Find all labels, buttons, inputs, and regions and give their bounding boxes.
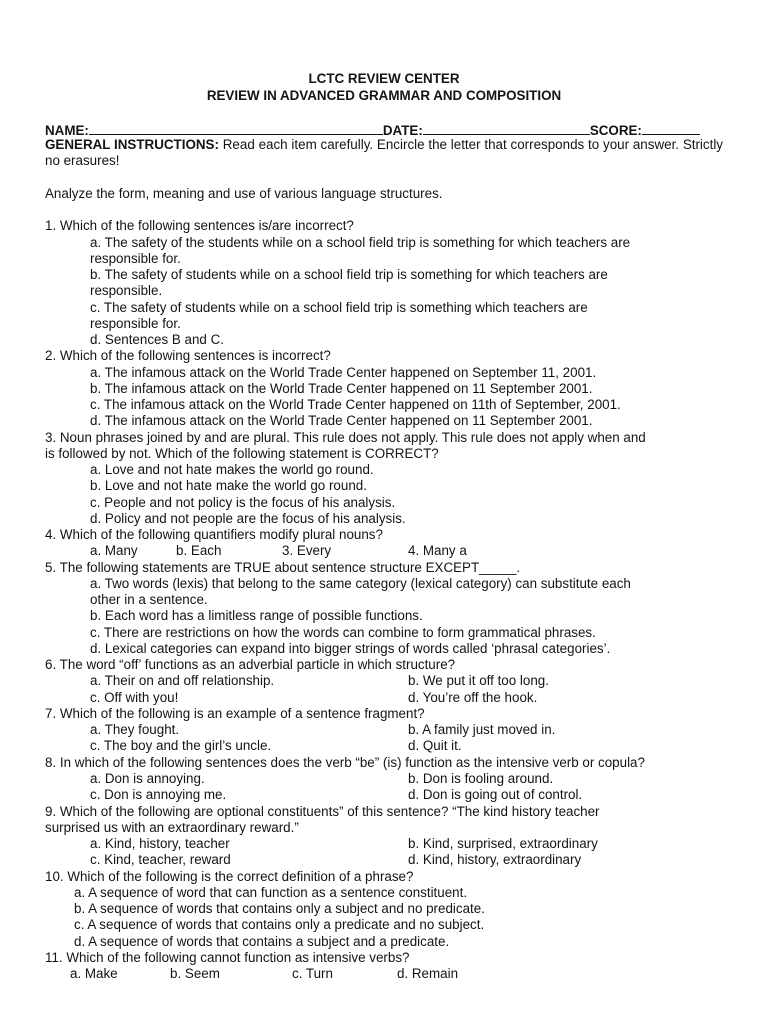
question-7: 7. Which of the following is an example of a sentence fragment? bbox=[45, 706, 425, 721]
q7-option-d[interactable]: d. Quit it. bbox=[408, 738, 462, 753]
q7-option-b[interactable]: b. A family just moved in. bbox=[408, 722, 556, 737]
q10-option-d[interactable]: d. A sequence of words that contains a subject and a predicate. bbox=[74, 934, 450, 949]
q9-option-b[interactable]: b. Kind, surprised, extraordinary bbox=[408, 836, 598, 851]
q1-option-b-cont: responsible. bbox=[90, 283, 163, 298]
question-2: 2. Which of the following sentences is incorrect? bbox=[45, 348, 331, 363]
score-label: SCORE: bbox=[589, 123, 642, 138]
q8-option-a[interactable]: a. Don is annoying. bbox=[90, 771, 205, 786]
q9-option-d[interactable]: d. Kind, history, extraordinary bbox=[408, 852, 582, 867]
q4-option-a[interactable]: a. Many bbox=[90, 543, 138, 558]
q11-option-a[interactable]: a. Make bbox=[70, 966, 118, 981]
name-blank[interactable] bbox=[89, 121, 383, 135]
question-3-cont: is followed by not. Which of the following statement is CORRECT? bbox=[45, 446, 439, 461]
q10-option-b[interactable]: b. A sequence of words that contains only a subject and no predicate. bbox=[74, 901, 485, 916]
q3-option-c[interactable]: c. People and not policy is the focus of his analysis. bbox=[90, 495, 396, 510]
q2-option-b[interactable]: b. The infamous attack on the World Trade Center happened on 11 September 2001. bbox=[90, 381, 593, 396]
q5-option-c[interactable]: c. There are restrictions on how the words can combine to form grammatical phrases. bbox=[90, 625, 596, 640]
q1-option-d[interactable]: d. Sentences B and C. bbox=[90, 332, 224, 347]
question-6: 6. The word “off’ functions as an adverbial particle in which structure? bbox=[45, 657, 456, 672]
q10-option-c[interactable]: c. A sequence of words that contains only a predicate and no subject. bbox=[74, 917, 485, 932]
q7-option-a[interactable]: a. They fought. bbox=[90, 722, 180, 737]
q1-option-b[interactable]: b. The safety of students while on a school field trip is something for which teachers are bbox=[90, 267, 608, 282]
q4-option-c[interactable]: 3. Every bbox=[282, 543, 332, 558]
question-8: 8. In which of the following sentences does the verb “be” (is) function as the intensive verb or copula? bbox=[45, 755, 645, 770]
q3-option-b[interactable]: b. Love and not hate make the world go round. bbox=[90, 478, 367, 493]
q2-option-a[interactable]: a. The infamous attack on the World Trade Center happened on September 11, 2001. bbox=[90, 365, 597, 380]
q3-option-d[interactable]: d. Policy and not people are the focus of his analysis. bbox=[90, 511, 406, 526]
q1-option-c[interactable]: c. The safety of students while on a school field trip is something which teachers are bbox=[90, 300, 588, 315]
q8-option-d[interactable]: d. Don is going out of control. bbox=[408, 787, 583, 802]
date-blank[interactable] bbox=[423, 121, 590, 135]
q2-option-d[interactable]: d. The infamous attack on the World Trade Center happened on 11 September 2001. bbox=[90, 413, 593, 428]
q11-option-c[interactable]: c. Turn bbox=[292, 966, 333, 981]
q8-option-c[interactable]: c. Don is annoying me. bbox=[90, 787, 227, 802]
question-11: 11. Which of the following cannot function as intensive verbs? bbox=[45, 950, 410, 965]
q6-option-c[interactable]: c. Off with you! bbox=[90, 690, 179, 705]
q6-option-d[interactable]: d. You’re off the hook. bbox=[408, 690, 538, 705]
q5-option-b[interactable]: b. Each word has a limitless range of possible functions. bbox=[90, 608, 423, 623]
q7-option-c[interactable]: c. The boy and the girl’s uncle. bbox=[90, 738, 272, 753]
q5-option-d[interactable]: d. Lexical categories can expand into bigger strings of words called ‘phrasal categories’. bbox=[90, 641, 611, 656]
q1-option-a-cont: responsible for. bbox=[90, 251, 181, 266]
q10-option-a[interactable]: a. A sequence of word that can function as a sentence constituent. bbox=[74, 885, 468, 900]
q4-option-b[interactable]: b. Each bbox=[176, 543, 222, 558]
q6-option-b[interactable]: b. We put it off too long. bbox=[408, 673, 549, 688]
exam-title: LCTC REVIEW CENTER bbox=[308, 71, 460, 86]
q11-option-d[interactable]: d. Remain bbox=[397, 966, 459, 981]
question-1: 1. Which of the following sentences is/are incorrect? bbox=[45, 218, 354, 233]
question-10: 10. Which of the following is the correct definition of a phrase? bbox=[45, 869, 414, 884]
exam-subtitle: REVIEW IN ADVANCED GRAMMAR AND COMPOSITION bbox=[206, 88, 562, 103]
general-instructions bbox=[45, 137, 723, 170]
q4-option-d[interactable]: 4. Many a bbox=[408, 543, 467, 558]
q5-option-a-cont: other in a sentence. bbox=[90, 592, 208, 607]
q6-option-a[interactable]: a. Their on and off relationship. bbox=[90, 673, 275, 688]
question-9: 9. Which of the following are optional constituents” of this sentence? “The kind history teacher bbox=[45, 804, 600, 819]
q3-option-a[interactable]: a. Love and not hate makes the world go round. bbox=[90, 462, 374, 477]
instructions-text: Read each item carefully. Encircle the letter that corresponds to your answer. Strictly no erasures! bbox=[45, 137, 723, 169]
q11-option-b[interactable]: b. Seem bbox=[170, 966, 220, 981]
q2-option-c[interactable]: c. The infamous attack on the World Trade Center happened on 11th of September, 2001. bbox=[90, 397, 621, 412]
q1-option-c-cont: responsible for. bbox=[90, 316, 181, 331]
q9-option-c[interactable]: c. Kind, teacher, reward bbox=[90, 852, 231, 867]
name-label: NAME: bbox=[45, 123, 89, 138]
question-3: 3. Noun phrases joined by and are plural. This rule does not apply. This rule does not apply when and bbox=[45, 430, 646, 445]
q5-option-a[interactable]: a. Two words (lexis) that belong to the same category (lexical category) can substitute each bbox=[90, 576, 631, 591]
date-label: DATE: bbox=[382, 123, 423, 138]
q9-option-a[interactable]: a. Kind, history, teacher bbox=[90, 836, 230, 851]
question-9-cont: surprised us with an extraordinary reward.” bbox=[45, 820, 299, 835]
score-blank[interactable] bbox=[642, 121, 700, 135]
q8-option-b[interactable]: b. Don is fooling around. bbox=[408, 771, 554, 786]
q1-option-a[interactable]: a. The safety of the students while on a school field trip is something for which teachers are bbox=[90, 235, 631, 250]
question-4: 4. Which of the following quantifiers modify plural nouns? bbox=[45, 527, 383, 542]
instructions-label: GENERAL INSTRUCTIONS: bbox=[45, 137, 219, 152]
question-5: 5. The following statements are TRUE about sentence structure EXCEPT_____. bbox=[45, 560, 521, 575]
intro-text: Analyze the form, meaning and use of various language structures. bbox=[45, 186, 443, 201]
